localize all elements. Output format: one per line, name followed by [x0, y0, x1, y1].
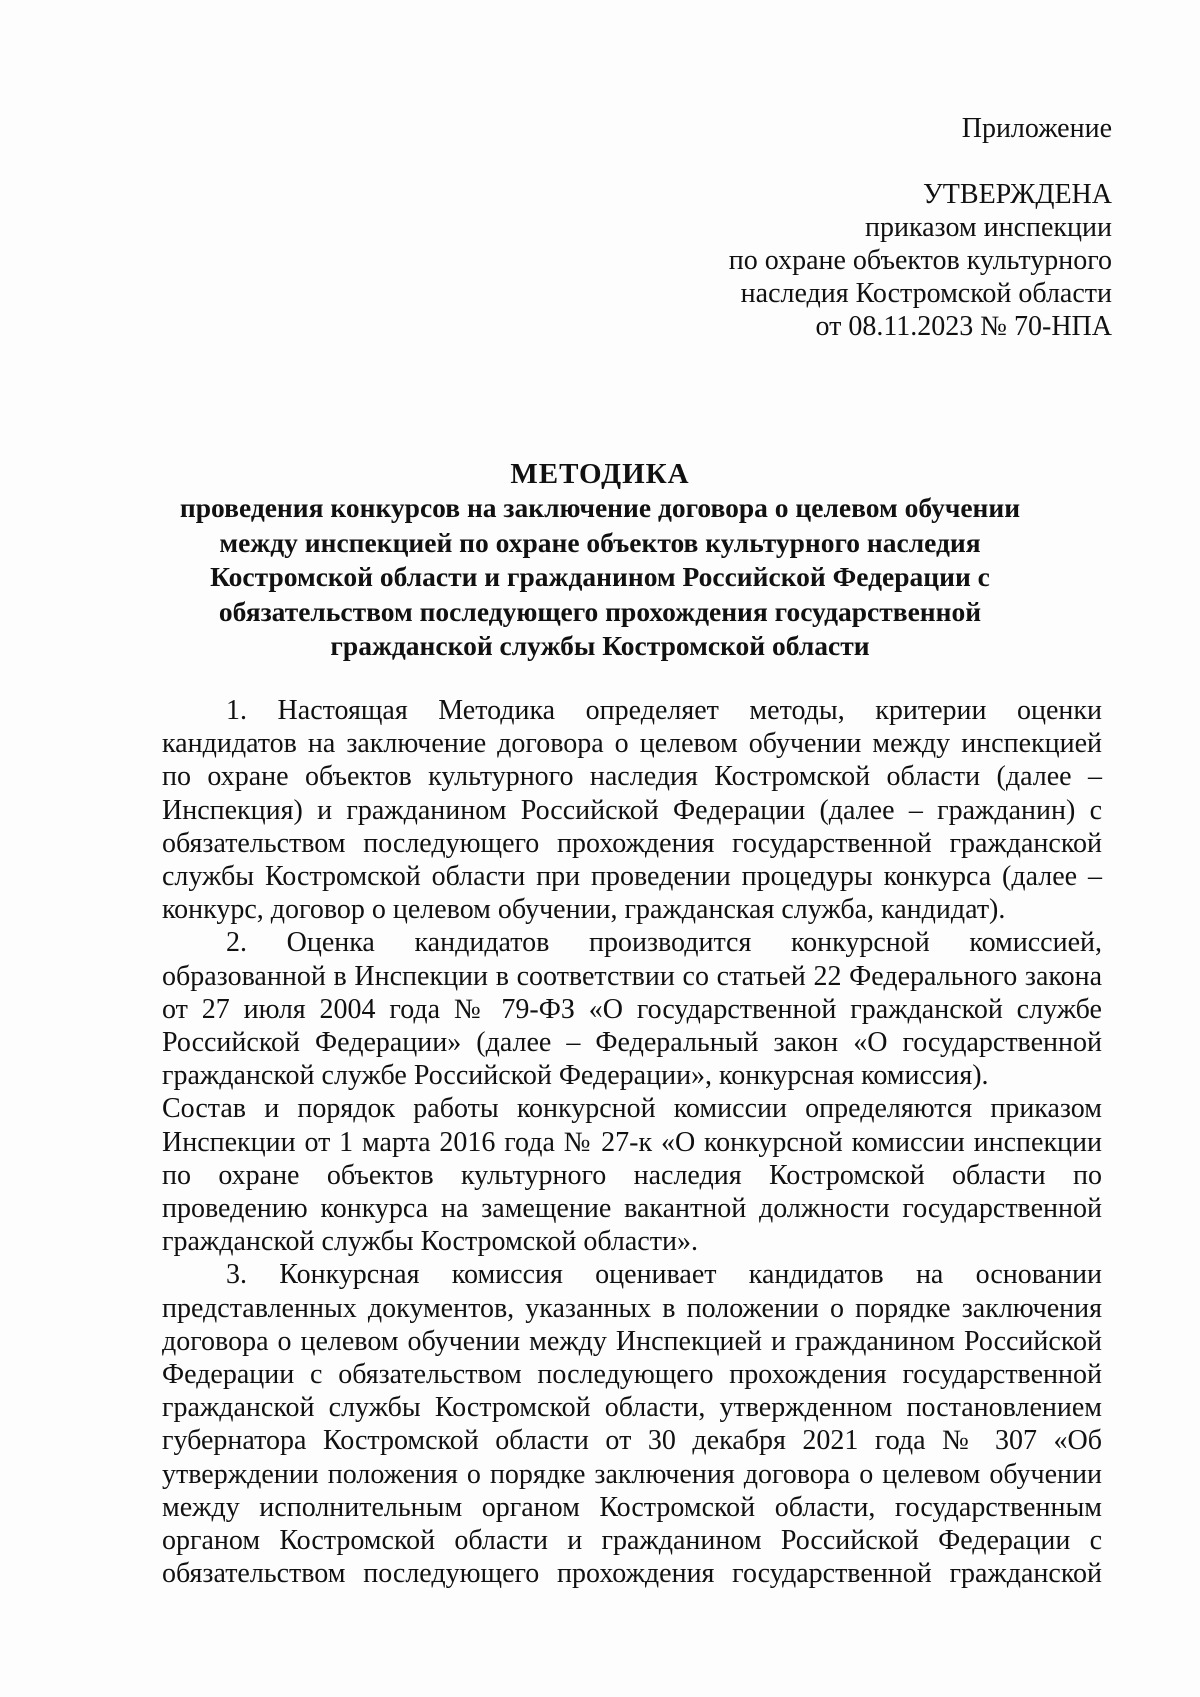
- document-subtitle-line: гражданской службы Костромской области: [330, 630, 870, 661]
- document-subtitle-line: проведения конкурсов на заключение договора о целевом обучении: [179, 492, 1021, 523]
- paragraph-2: 2. Оценка кандидатов производится конкурсной комиссией, образованной в Инспекции в соответствии со статьей 22 Федерального закона от 27 июля 2004 года № 79-ФЗ «О государственной гражданской службе Российской Федерации» (далее – Федеральный закон «О государственной гражданской службе Российской Федерации», конкурсная комиссия).: [162, 927, 1102, 1092]
- approval-line: УТВЕРЖДЕНА: [922, 179, 1112, 210]
- approval-line: от 08.11.2023 № 70-НПА: [815, 311, 1112, 342]
- approval-stamp: [729, 178, 1112, 343]
- document-title: МЕТОДИКА: [510, 458, 690, 490]
- approval-line: наследия Костромской области: [740, 278, 1112, 309]
- paragraph-3: 3. Конкурсная комиссия оценивает кандидатов на основании представленных документов, указанных в положении о порядке заключения договора о целевом обучении между Инспекцией и гражданином Российской Федерации с обязательством последующего прохождения государственной гражданской службы Костромской области, утвержденном постановлением губернатора Костромской области от 30 декабря 2021 года № 307 «Об утверждении положения о порядке заключения договора о целевом обучении между исполнительным органом Костромской области, государственным органом Костромской области и гражданином Российской Федерации с обязательством последующего прохождения государственной гражданской: [162, 1259, 1102, 1590]
- document-body: [162, 694, 1102, 1590]
- paragraph-1: 1. Настоящая Методика определяет методы, критерии оценки кандидатов на заключение договора о целевом обучении между инспекцией по охране объектов культурного наследия Костромской области (далее – Инспекция) и гражданином Российской Федерации (далее – гражданин) с обязательством последующего прохождения государственной гражданской службы Костромской области при проведении процедуры конкурса (далее – конкурс, договор о целевом обучении, гражданская служба, кандидат).: [162, 695, 1102, 926]
- approval-line: приказом инспекции: [864, 212, 1112, 243]
- document-title-block: [150, 457, 1050, 664]
- document-subtitle-line: между инспекцией по охране объектов культурного наследия: [219, 526, 981, 558]
- paragraph-2-continuation: Состав и порядок работы конкурсной комиссии определяются приказом Инспекции от 1 марта 2016 года № 27-к «О конкурсной комиссии инспекции по охране объектов культурного наследия Костромской области по проведению конкурса на замещение вакантной должности государственной гражданской службы Костромской области».: [162, 1093, 1102, 1258]
- approval-line: по охране объектов культурного: [728, 245, 1112, 276]
- appendix-label: Приложение: [961, 113, 1112, 144]
- document-subtitle-line: обязательством последующего прохождения государственной: [218, 595, 982, 627]
- document-subtitle-line: Костромской области и гражданином Российской Федерации с: [210, 561, 990, 592]
